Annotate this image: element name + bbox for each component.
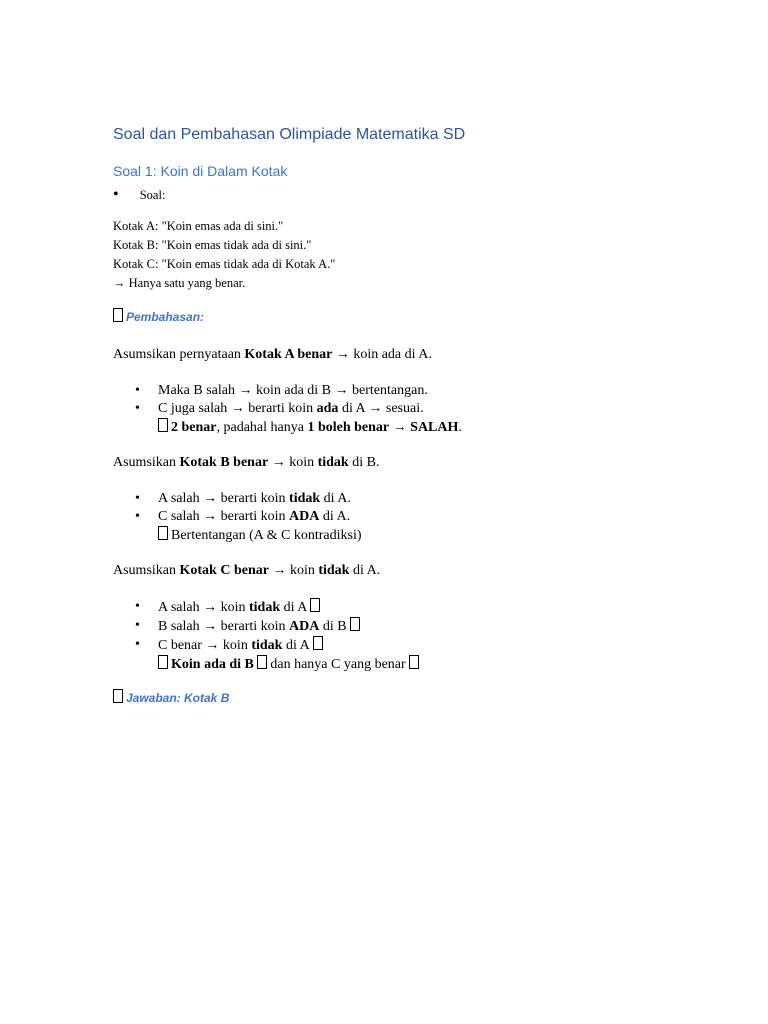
soal-bullet	[113, 185, 165, 205]
list-item: • C juga salah → berarti koin ada di A → sesuai.	[135, 401, 424, 416]
emoji-placeholder-icon	[158, 418, 168, 432]
statement-note: → Hanya satu yang benar.	[113, 276, 246, 290]
answer-line: Jawaban: Kotak B	[113, 689, 229, 705]
list-item: • C salah → berarti koin ADA di A.	[135, 509, 351, 524]
case-a-list	[113, 382, 713, 437]
case-b-list	[113, 490, 713, 545]
emoji-placeholder-icon	[409, 655, 419, 669]
list-item: • A salah → berarti koin tidak di A.	[135, 491, 351, 506]
emoji-placeholder-icon	[158, 526, 168, 540]
case-a-intro: Asumsikan pernyataan Kotak A benar → koin ada di A.	[113, 347, 432, 362]
case-c-conclusion: Koin ada di B dan hanya C yang benar	[113, 655, 713, 674]
document-title: Soal dan Pembahasan Olimpiade Matematika SD	[113, 126, 466, 143]
list-item: • A salah → koin tidak di A	[113, 598, 713, 617]
case-a-conclusion: 2 benar, padahal hanya 1 boleh benar → SALAH.	[113, 418, 713, 437]
emoji-placeholder-icon	[113, 308, 123, 322]
case-c-intro: Asumsikan Kotak C benar → koin tidak di A.	[113, 563, 381, 578]
soal-label: Soal:	[139, 188, 166, 202]
list-item: • B salah → berarti koin ADA di B	[113, 617, 713, 636]
emoji-placeholder-icon	[158, 655, 168, 669]
emoji-placeholder-icon	[310, 598, 320, 612]
section-heading: Soal 1: Koin di Dalam Kotak	[113, 163, 288, 179]
bullet: •	[113, 186, 119, 203]
emoji-placeholder-icon	[113, 689, 123, 703]
statements-list	[113, 217, 335, 293]
list-item: • C benar → koin tidak di A	[113, 636, 713, 655]
emoji-placeholder-icon	[350, 617, 360, 631]
emoji-placeholder-icon	[313, 636, 323, 650]
pembahasan-heading: Pembahasan:	[113, 308, 204, 324]
statement-a: Kotak A: "Koin emas ada di sini."	[113, 219, 284, 233]
statement-b: Kotak B: "Koin emas tidak ada di sini."	[113, 238, 312, 252]
case-b-conclusion: Bertentangan (A & C kontradiksi)	[113, 526, 713, 545]
case-c-list	[113, 598, 713, 674]
list-item: • Maka B salah → koin ada di B → bertentangan.	[135, 383, 428, 398]
emoji-placeholder-icon	[257, 655, 267, 669]
statement-c: Kotak C: "Koin emas tidak ada di Kotak A."	[113, 257, 336, 271]
case-b-intro: Asumsikan Kotak B benar → koin tidak di B.	[113, 455, 380, 470]
